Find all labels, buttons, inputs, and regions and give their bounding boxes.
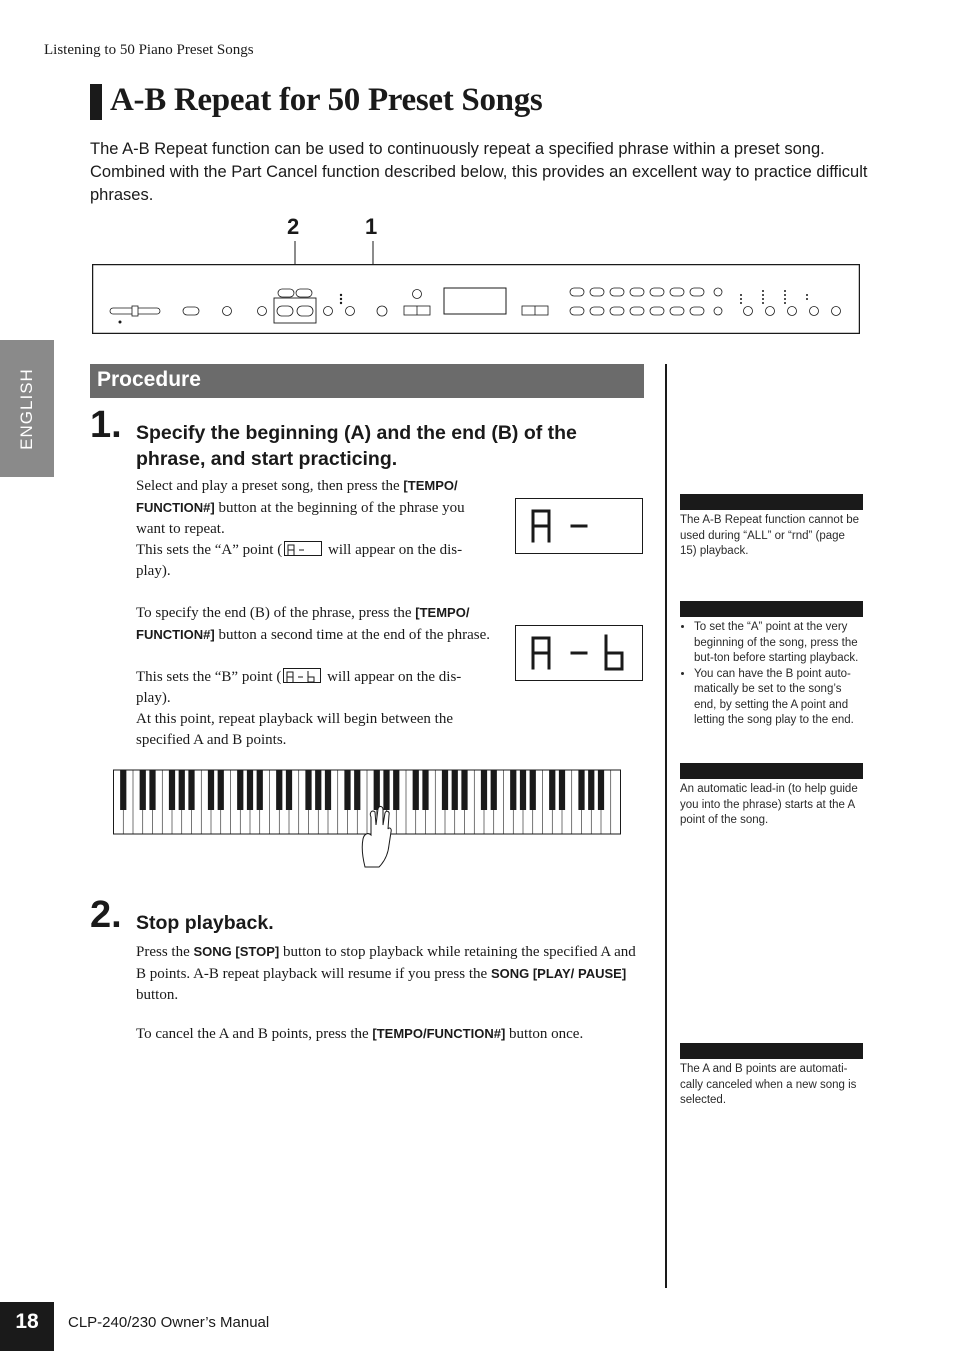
black-key: [413, 770, 419, 810]
note-3: An automatic lead-in (to help guide you into the phrase) starts at the A point of the song.: [680, 783, 858, 826]
black-key: [530, 770, 536, 810]
manual-title: CLP-240/230 Owner’s Manual: [68, 1314, 270, 1331]
step-2-heading: Stop playback.: [136, 912, 274, 934]
note-2: [680, 620, 864, 729]
note-1: The A-B Repeat function cannot be used during “ALL” or “rnd” (page 15) playback.: [680, 514, 860, 557]
page-title: A-B Repeat for 50 Preset Songs: [110, 82, 543, 118]
lcd-ab-small: [283, 668, 321, 683]
column-divider: [665, 364, 667, 1288]
black-key: [578, 770, 584, 810]
black-key: [305, 770, 311, 810]
black-key: [461, 770, 467, 810]
note-2-item: • You can have the B point auto-matically be set to the song’s end, by setting the A point and letting the song play to the end.: [694, 667, 864, 729]
black-key: [237, 770, 243, 810]
black-key: [559, 770, 565, 810]
note-2-item: • To set the “A” point at the very beginning of the song, press the but-ton before starting playback.: [694, 620, 864, 667]
black-key: [325, 770, 331, 810]
black-key: [276, 770, 282, 810]
black-key: [383, 770, 389, 810]
language-tab-label: ENGLISH: [17, 367, 37, 450]
control-panel-illustration: [92, 264, 860, 334]
black-key: [549, 770, 555, 810]
step-1-paragraph-5: At this point, repeat playback will begin between the specified A and B points.: [136, 711, 453, 748]
black-key: [286, 770, 292, 810]
black-key: [393, 770, 399, 810]
lcd-a-small: [284, 541, 322, 556]
black-key: [588, 770, 594, 810]
black-key: [315, 770, 321, 810]
step-1-paragraph-2: This sets the “A” point ( will appear on the dis-play).: [136, 542, 463, 579]
note-4-header-bar: [680, 1043, 863, 1059]
black-key: [188, 770, 194, 810]
black-key: [520, 770, 526, 810]
step-1-number: 1.: [90, 404, 122, 446]
black-key: [208, 770, 214, 810]
black-key: [354, 770, 360, 810]
black-key: [442, 770, 448, 810]
black-key: [481, 770, 487, 810]
black-key: [344, 770, 350, 810]
procedure-title: Procedure: [97, 368, 201, 391]
black-key: [149, 770, 155, 810]
note-1-header-bar: [680, 494, 863, 510]
black-key: [169, 770, 175, 810]
black-key: [140, 770, 146, 810]
black-key: [510, 770, 516, 810]
step-2-paragraph-1: Press the SONG [STOP] button to stop playback while retaining the specified A and B points. A-B repeat playback will resume if you press the SONG [PLAY/ PAUSE] button.: [136, 944, 636, 1003]
black-key: [179, 770, 185, 810]
step-1-paragraph-1: Select and play a preset song, then press the [TEMPO/ FUNCTION#] button at the beginning of the phrase you want to repeat.: [136, 478, 465, 537]
black-key: [218, 770, 224, 810]
keyboard-illustration: [113, 769, 623, 871]
callout-1: 1: [365, 214, 378, 239]
black-key: [598, 770, 604, 810]
step-1-heading: Specify the beginning (A) and the end (B) of the phrase, and start practicing.: [136, 422, 577, 470]
step-2-paragraph-2: To cancel the A and B points, press the [TEMPO/FUNCTION#] button once.: [136, 1026, 584, 1042]
black-key: [247, 770, 253, 810]
black-key: [257, 770, 263, 810]
running-head: Listening to 50 Piano Preset Songs: [44, 42, 254, 58]
step-2-number: 2.: [90, 894, 122, 936]
note-2-header-bar: [680, 601, 863, 617]
note-3-header-bar: [680, 763, 863, 779]
intro-paragraph: The A-B Repeat function can be used to continuously repeat a specified phrase within a preset song. Combined with the Part Cancel function described below, this provides an excellent way to practice difficult phrases.: [90, 140, 868, 204]
page-number: 18: [15, 1310, 39, 1333]
black-key: [452, 770, 458, 810]
step-1-paragraph-4: This sets the “B” point ( will appear on the dis-play).: [136, 669, 462, 706]
note-4: The A and B points are automati-cally canceled when a new song is selected.: [680, 1063, 857, 1106]
callout-2: 2: [287, 214, 300, 239]
step-1-paragraph-3: To specify the end (B) of the phrase, press the [TEMPO/ FUNCTION#] button a second time at the end of the phrase.: [136, 605, 491, 643]
lcd-display-ab: [515, 625, 643, 681]
black-key: [120, 770, 126, 810]
black-key: [491, 770, 497, 810]
lcd-display-a: [515, 498, 643, 554]
black-key: [422, 770, 428, 810]
black-key: [374, 770, 380, 810]
